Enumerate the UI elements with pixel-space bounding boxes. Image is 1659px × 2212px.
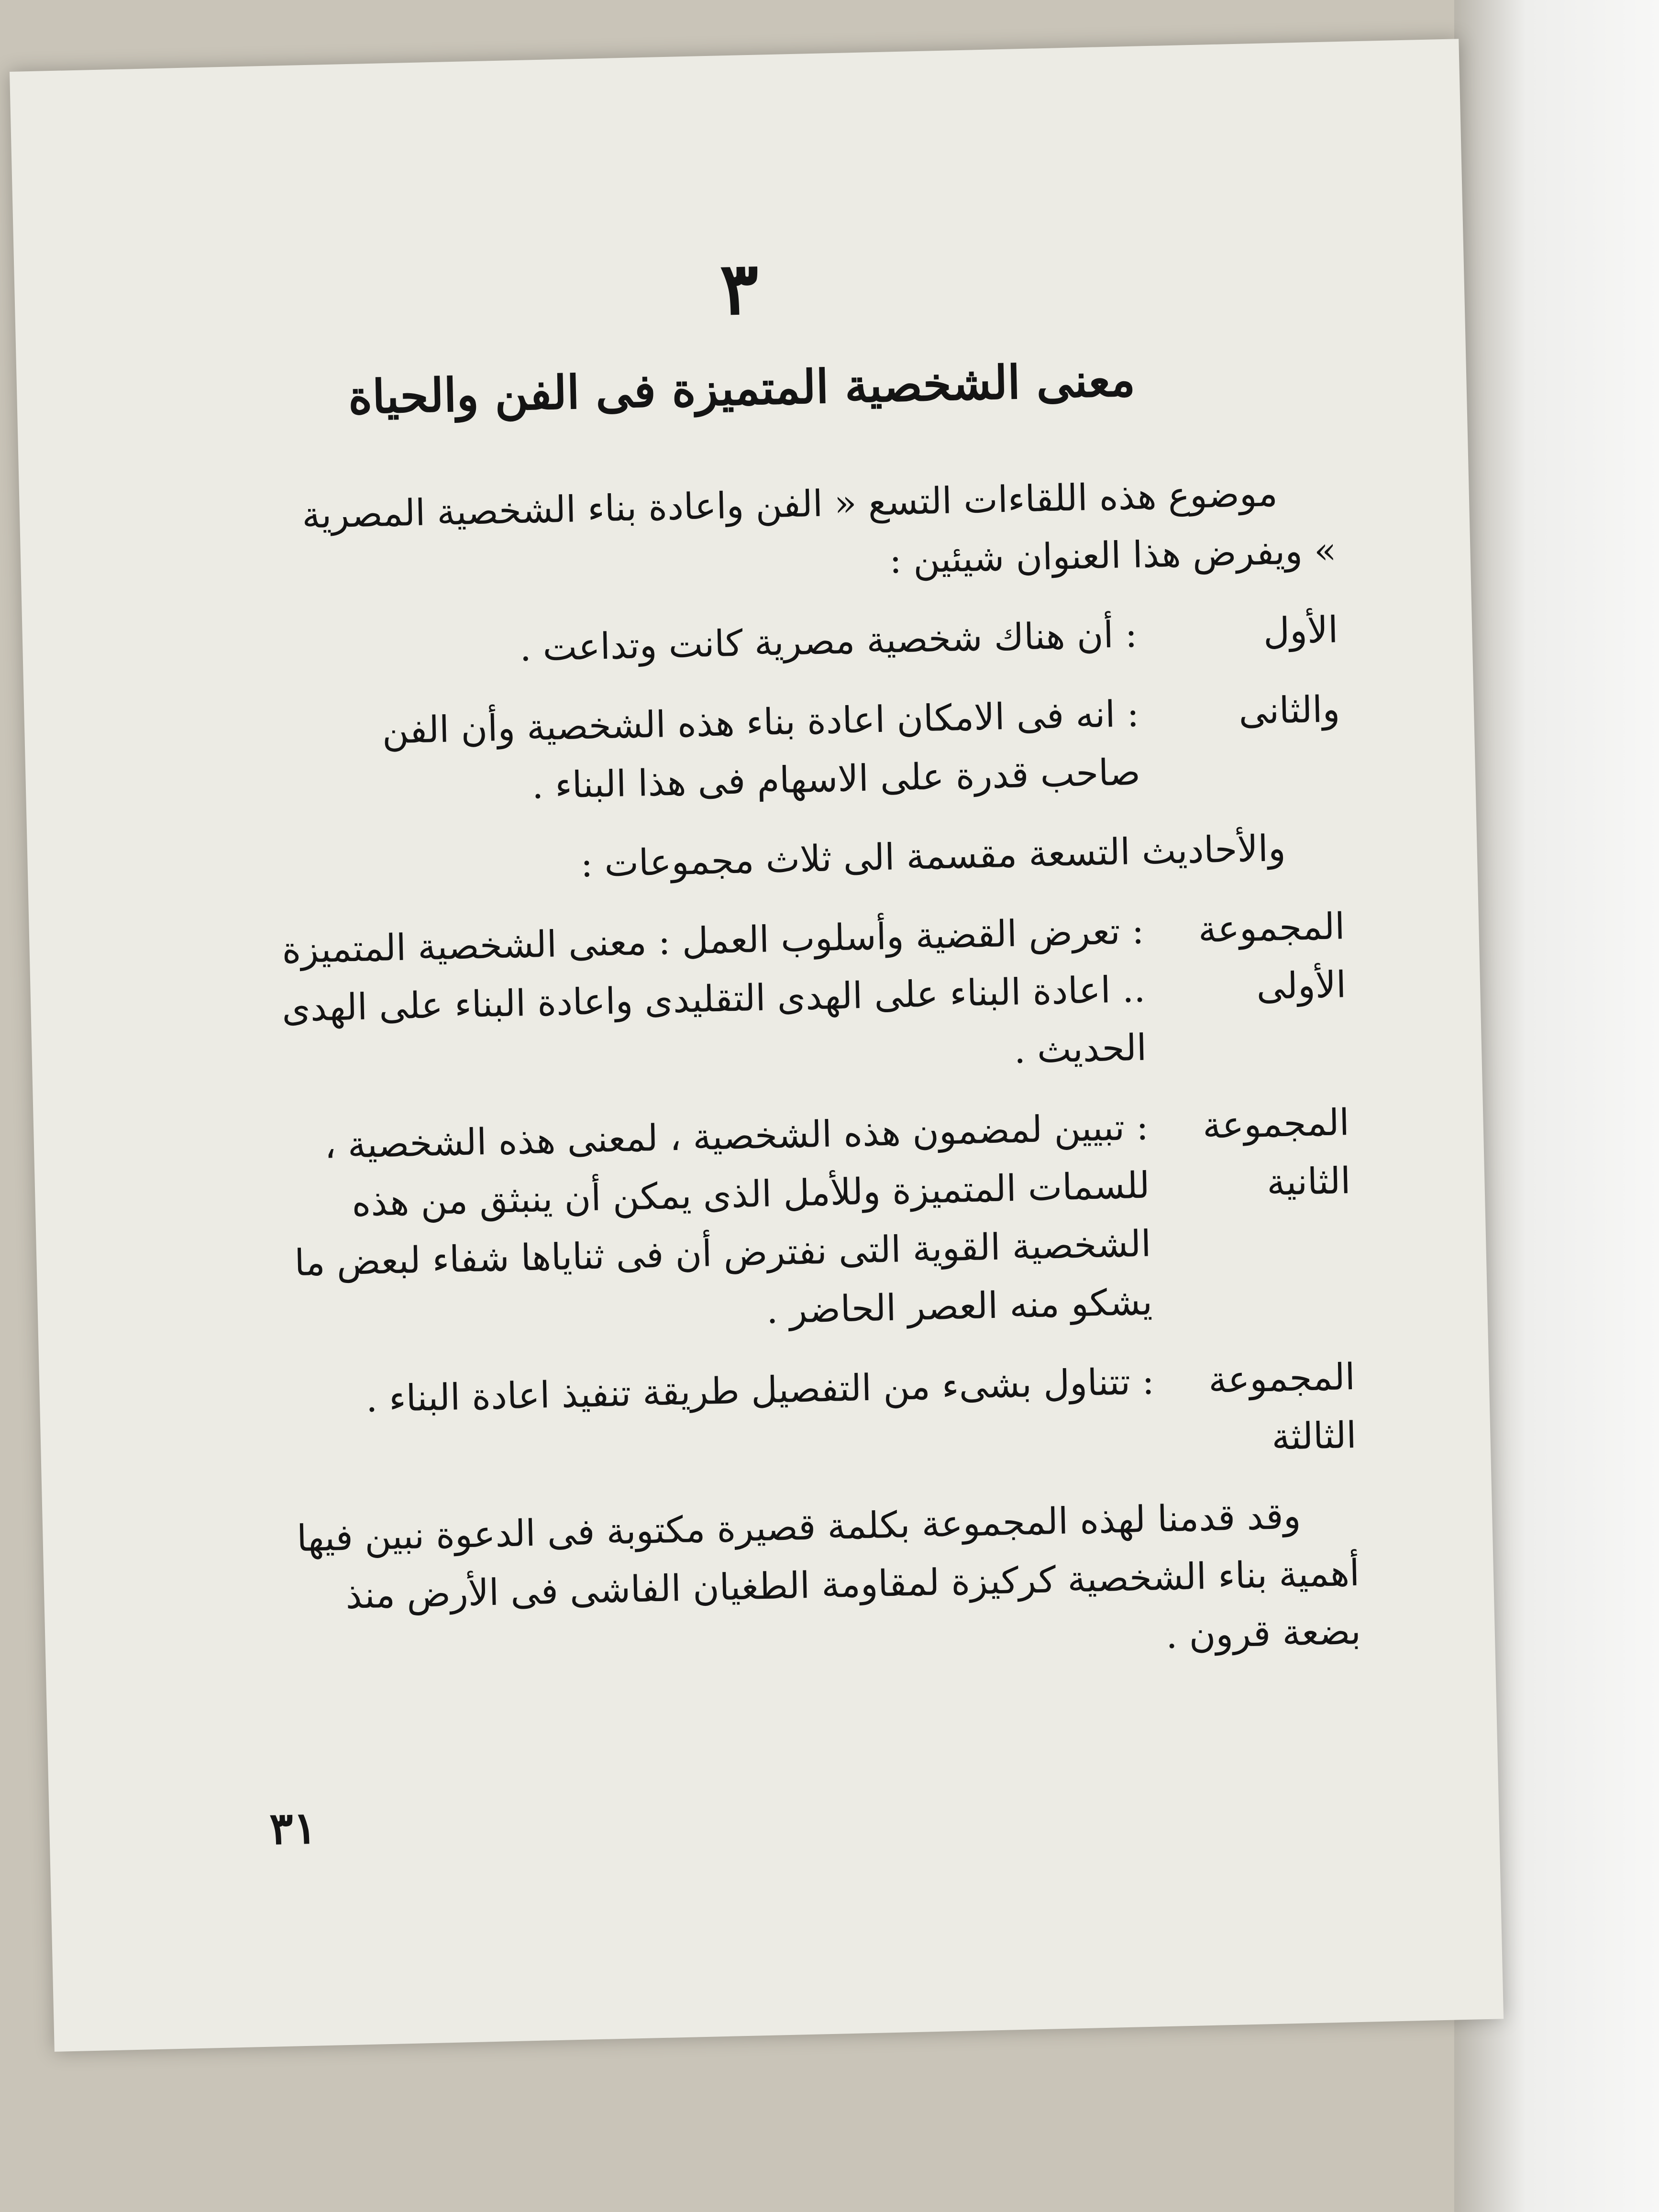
group1-label: المجموعة الأولى (1197, 905, 1347, 1008)
chapter-title: معنى الشخصية المتميزة فى الفن والحياة (347, 352, 1136, 425)
group1-item (277, 897, 1348, 1096)
group1-text: : تعرض القضية وأسلوب العمل : معنى الشخصية المتميزة .. اعادة البناء على الهدى التقليدى واعادة البناء على الهدى الحديث . (281, 909, 1147, 1072)
group2-item (282, 1093, 1354, 1350)
second-item-text: : انه فى الامكان اعادة بناء هذه الشخصية وأن الفن صاحب قدرة على الاسهام فى هذا البناء . (381, 692, 1141, 807)
group3-text: : تتناول بشىء من التفصيل طريقة تنفيذ اعادة البناء . (365, 1360, 1155, 1420)
first-item-label: الأول (1262, 608, 1339, 653)
chapter-number: ٣ (719, 246, 760, 332)
groups-intro-paragraph: والأحاديث التسعة مقسمة الى ثلاث مجموعات : (580, 826, 1286, 885)
body-text (268, 463, 1362, 1705)
first-item-text: : أن هناك شخصية مصرية كانت وتداعت . (519, 612, 1138, 670)
intro-paragraph: موضوع هذه اللقاءات التسع « الفن واعادة بناء الشخصية المصرية » ويفرض هذا العنوان شيئين : (301, 472, 1337, 582)
first-item (271, 600, 1338, 683)
book-page (10, 39, 1504, 2052)
group3-label: المجموعة الثالثة (1208, 1355, 1357, 1458)
group3-item (288, 1348, 1357, 1489)
second-item-label: والثانى (1238, 687, 1340, 733)
closing-paragraph: وقد قدمنا لهذه المجموعة بكلمة قصيرة مكتوبة فى الدعوة نبين فيها أهمية بناء الشخصية كركيزة لمقاومة الطغيان الفاشى فى الأرض منذ بضعة قرون . (296, 1494, 1361, 1657)
group2-text: : تبيين لمضمون هذه الشخصية ، لمعنى هذه الشخصية ، للسمات المتميزة وللأمل الذى يمكن أن ينبثق من هذه الشخصية القوية التى نفترض أن فى ثناياها شفاء لبعض ما يشكو منه العصر الحاضر . (294, 1105, 1153, 1332)
page-number: ٣١ (269, 1802, 318, 1855)
second-item (273, 680, 1342, 821)
group2-label: المجموعة الثانية (1202, 1101, 1351, 1204)
